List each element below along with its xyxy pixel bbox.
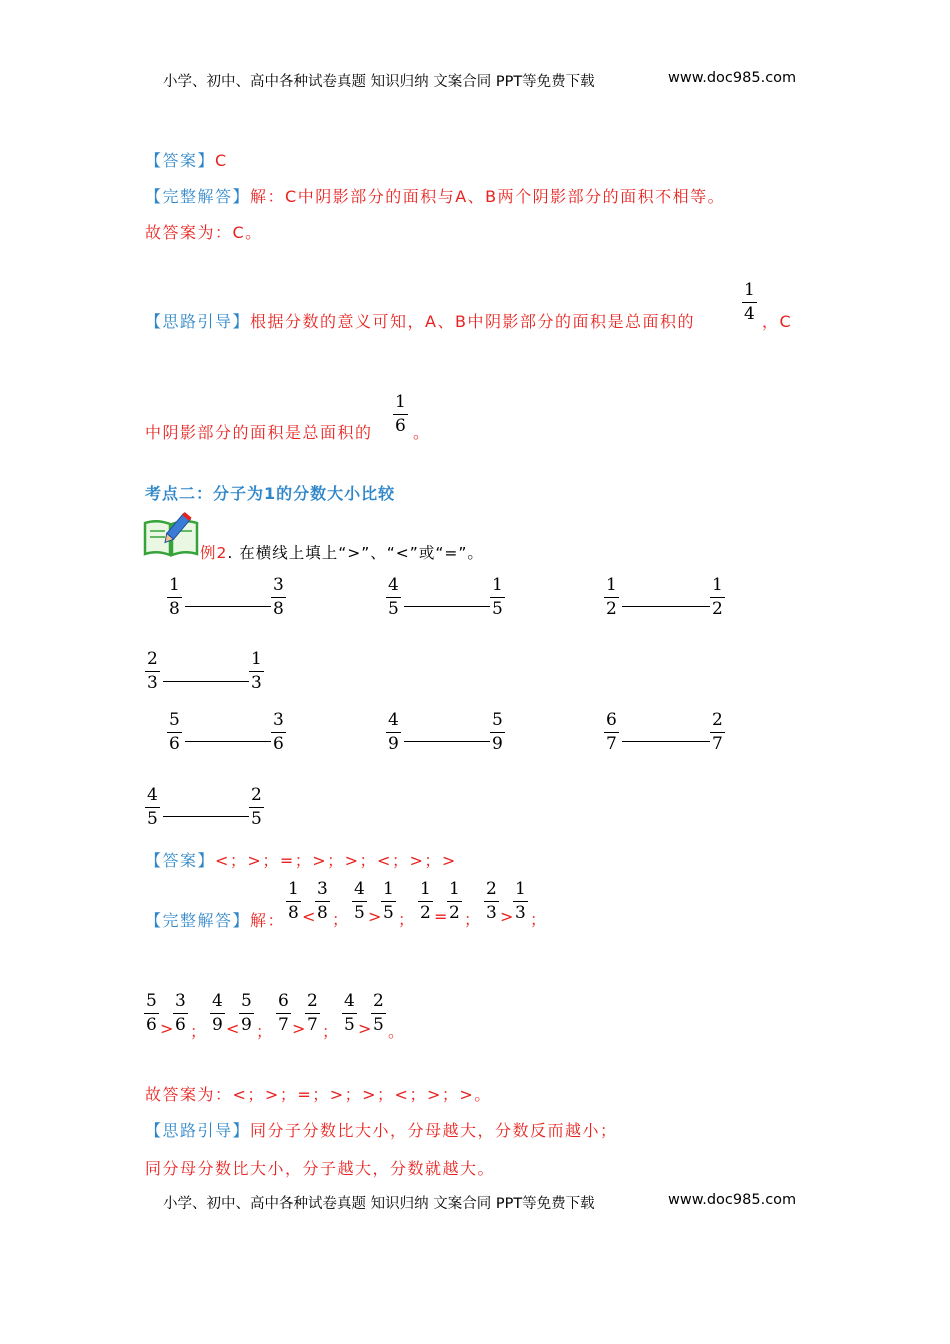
solution-fraction xyxy=(286,881,301,922)
exercise-2-right-fraction xyxy=(490,577,505,618)
separator: 。 xyxy=(388,1022,405,1041)
exercise-1-left-fraction xyxy=(167,577,182,618)
comparison-sign: > xyxy=(368,907,382,926)
solution-fraction xyxy=(305,993,320,1034)
book-pencil-icon xyxy=(143,511,199,557)
section-title: 考点二：分子为1的分数大小比较 xyxy=(145,484,396,503)
numerator: 2 xyxy=(307,991,318,1011)
denominator: 8 xyxy=(273,599,284,619)
solution-fraction xyxy=(352,881,367,922)
numerator: 2 xyxy=(486,879,497,899)
solution-fraction xyxy=(315,881,330,922)
numerator: 4 xyxy=(212,991,223,1011)
page-footer-text: 小学、初中、高中各种试卷真题 知识归纳 文案合同 PPT等免费下载 xyxy=(163,1196,595,1212)
denominator: 2 xyxy=(420,903,431,923)
numerator: 3 xyxy=(273,575,284,595)
q1-answer-label: 【答案】 xyxy=(145,151,216,170)
denominator: 8 xyxy=(317,903,328,923)
solution-fraction xyxy=(418,881,433,922)
denominator: 7 xyxy=(606,734,617,754)
q2-solution-label: 【完整解答】 xyxy=(145,911,251,930)
numerator: 1 xyxy=(449,879,460,899)
exercise-1-right-fraction xyxy=(271,577,286,618)
numerator: 3 xyxy=(175,991,186,1011)
numerator: 1 xyxy=(515,879,526,899)
exercise-7-left-fraction xyxy=(604,712,619,753)
q2-hint-line-2: 同分母分数比大小，分子越大，分数就越大。 xyxy=(145,1159,496,1178)
denominator: 7 xyxy=(712,734,723,754)
numerator: 3 xyxy=(273,710,284,730)
q2-solution-heading xyxy=(145,908,285,931)
comparison-sign: > xyxy=(160,1019,174,1038)
separator: ； xyxy=(190,1022,207,1041)
q1-hint-label: 【思路引导】 xyxy=(145,312,251,331)
denominator: 9 xyxy=(388,734,399,754)
example-text: . 在横线上填上“>”、“<”或“=”。 xyxy=(227,544,484,562)
exercise-6-blank[interactable] xyxy=(404,741,490,742)
exercise-3-right-fraction xyxy=(710,577,725,618)
q2-hint-text-1: 同分子分数比大小，分母越大，分数反而越小； xyxy=(250,1121,618,1140)
denominator: 6 xyxy=(146,1015,157,1035)
separator: ； xyxy=(530,910,547,929)
exercise-4-left-fraction xyxy=(145,651,160,692)
numerator: 4 xyxy=(344,991,355,1011)
comparison-sign: < xyxy=(302,907,316,926)
q1-hint-text-1: 根据分数的意义可知，A、B中阴影部分的面积是总面积的 xyxy=(250,312,695,331)
q1-conclusion: 故答案为：C。 xyxy=(145,223,263,242)
page-footer-site: www.doc985.com xyxy=(668,1192,797,1208)
page-header-text: 小学、初中、高中各种试卷真题 知识归纳 文案合同 PPT等免费下载 xyxy=(163,74,595,90)
numerator: 4 xyxy=(388,710,399,730)
denominator: 8 xyxy=(288,903,299,923)
solution-fraction xyxy=(342,993,357,1034)
separator: ； xyxy=(398,910,415,929)
q1-hint-fraction-2 xyxy=(393,394,408,435)
comparison-sign: > xyxy=(292,1019,306,1038)
numerator: 1 xyxy=(288,879,299,899)
solution-fraction xyxy=(381,881,396,922)
q1-answer xyxy=(145,148,228,171)
numerator: 4 xyxy=(388,575,399,595)
numerator: 5 xyxy=(241,991,252,1011)
denominator: 6 xyxy=(169,734,180,754)
denominator: 3 xyxy=(486,903,497,923)
solution-fraction xyxy=(144,993,159,1034)
denominator: 2 xyxy=(712,599,723,619)
exercise-5-blank[interactable] xyxy=(185,741,271,742)
solution-fraction xyxy=(173,993,188,1034)
q1-hint-line-1 xyxy=(145,309,695,332)
denominator: 2 xyxy=(449,903,460,923)
q2-conclusion: 故答案为：<；>；=；>；>；<；>；>。 xyxy=(145,1085,492,1104)
numerator: 1 xyxy=(420,879,431,899)
page-header-site: www.doc985.com xyxy=(668,70,797,86)
numerator: 1 xyxy=(251,649,262,669)
exercise-2-blank[interactable] xyxy=(404,606,490,607)
denominator: 2 xyxy=(606,599,617,619)
exercise-5-left-fraction xyxy=(167,712,182,753)
numerator: 1 xyxy=(492,575,503,595)
denominator: 9 xyxy=(241,1015,252,1035)
q1-hint-line-2: 中阴影部分的面积是总面积的 xyxy=(145,423,373,442)
numerator: 1 xyxy=(606,575,617,595)
denominator: 3 xyxy=(147,673,158,693)
numerator: 4 xyxy=(147,785,158,805)
exercise-3-blank[interactable] xyxy=(622,606,710,607)
numerator: 3 xyxy=(317,879,328,899)
exercise-4-blank[interactable] xyxy=(163,681,249,682)
denominator: 5 xyxy=(147,809,158,829)
denominator: 5 xyxy=(354,903,365,923)
numerator: 6 xyxy=(278,991,289,1011)
example-prompt xyxy=(200,541,484,563)
q1-solution xyxy=(145,184,725,207)
denominator: 7 xyxy=(307,1015,318,1035)
exercise-6-right-fraction xyxy=(490,712,505,753)
q1-hint-tail-2: 。 xyxy=(413,423,431,442)
denominator: 6 xyxy=(175,1015,186,1035)
separator: ； xyxy=(332,910,349,929)
numerator: 5 xyxy=(492,710,503,730)
denominator: 8 xyxy=(169,599,180,619)
q1-answer-value: C xyxy=(215,151,228,170)
separator: ； xyxy=(322,1022,339,1041)
q1-solution-label: 【完整解答】 xyxy=(145,187,251,206)
numerator: 5 xyxy=(146,991,157,1011)
q2-hint-line-1 xyxy=(145,1118,618,1141)
exercise-6-left-fraction xyxy=(386,712,401,753)
numerator: 1 xyxy=(712,575,723,595)
q1-hint-tail-1: ，C xyxy=(762,312,793,331)
numerator: 2 xyxy=(251,785,262,805)
exercise-7-blank[interactable] xyxy=(622,741,710,742)
denominator: 5 xyxy=(344,1015,355,1035)
solution-fraction xyxy=(513,881,528,922)
exercise-1-blank[interactable] xyxy=(185,606,271,607)
denominator: 5 xyxy=(383,903,394,923)
comparison-sign: < xyxy=(226,1019,240,1038)
solution-fraction xyxy=(447,881,462,922)
numerator: 2 xyxy=(712,710,723,730)
exercise-8-right-fraction xyxy=(249,787,264,828)
exercise-8-left-fraction xyxy=(145,787,160,828)
q2-hint-label: 【思路引导】 xyxy=(145,1121,251,1140)
denominator: 3 xyxy=(515,903,526,923)
denominator: 9 xyxy=(492,734,503,754)
exercise-4-right-fraction xyxy=(249,651,264,692)
numerator: 1 xyxy=(383,879,394,899)
denominator: 4 xyxy=(744,304,755,324)
solution-fraction xyxy=(276,993,291,1034)
solution-fraction xyxy=(210,993,225,1034)
exercise-8-blank[interactable] xyxy=(163,816,249,817)
separator: ； xyxy=(256,1022,273,1041)
numerator: 1 xyxy=(395,392,406,412)
denominator: 5 xyxy=(492,599,503,619)
exercise-2-left-fraction xyxy=(386,577,401,618)
numerator: 6 xyxy=(606,710,617,730)
comparison-sign: > xyxy=(500,907,514,926)
q2-answer-label: 【答案】 xyxy=(145,851,216,870)
q2-answer xyxy=(145,848,457,871)
exercise-5-right-fraction xyxy=(271,712,286,753)
numerator: 4 xyxy=(354,879,365,899)
exercise-7-right-fraction xyxy=(710,712,725,753)
denominator: 9 xyxy=(212,1015,223,1035)
separator: ； xyxy=(464,910,481,929)
solution-fraction xyxy=(239,993,254,1034)
numerator: 1 xyxy=(169,575,180,595)
denominator: 5 xyxy=(251,809,262,829)
numerator: 2 xyxy=(373,991,384,1011)
example-label: 例2 xyxy=(200,544,228,562)
solution-fraction xyxy=(484,881,499,922)
q1-hint-fraction-1 xyxy=(742,282,757,323)
exercise-3-left-fraction xyxy=(604,577,619,618)
denominator: 6 xyxy=(395,416,406,436)
denominator: 6 xyxy=(273,734,284,754)
denominator: 5 xyxy=(373,1015,384,1035)
q2-solution-prefix: 解： xyxy=(250,911,286,930)
numerator: 2 xyxy=(147,649,158,669)
comparison-sign: > xyxy=(358,1019,372,1038)
numerator: 5 xyxy=(169,710,180,730)
numerator: 1 xyxy=(744,280,755,300)
solution-fraction xyxy=(371,993,386,1034)
denominator: 7 xyxy=(278,1015,289,1035)
q1-solution-text: 解：C中阴影部分的面积与A、B两个阴影部分的面积不相等。 xyxy=(250,187,726,206)
denominator: 5 xyxy=(388,599,399,619)
q2-answer-value: <；>；=；>；>；<；>；> xyxy=(215,851,457,870)
comparison-sign: = xyxy=(434,907,448,926)
denominator: 3 xyxy=(251,673,262,693)
